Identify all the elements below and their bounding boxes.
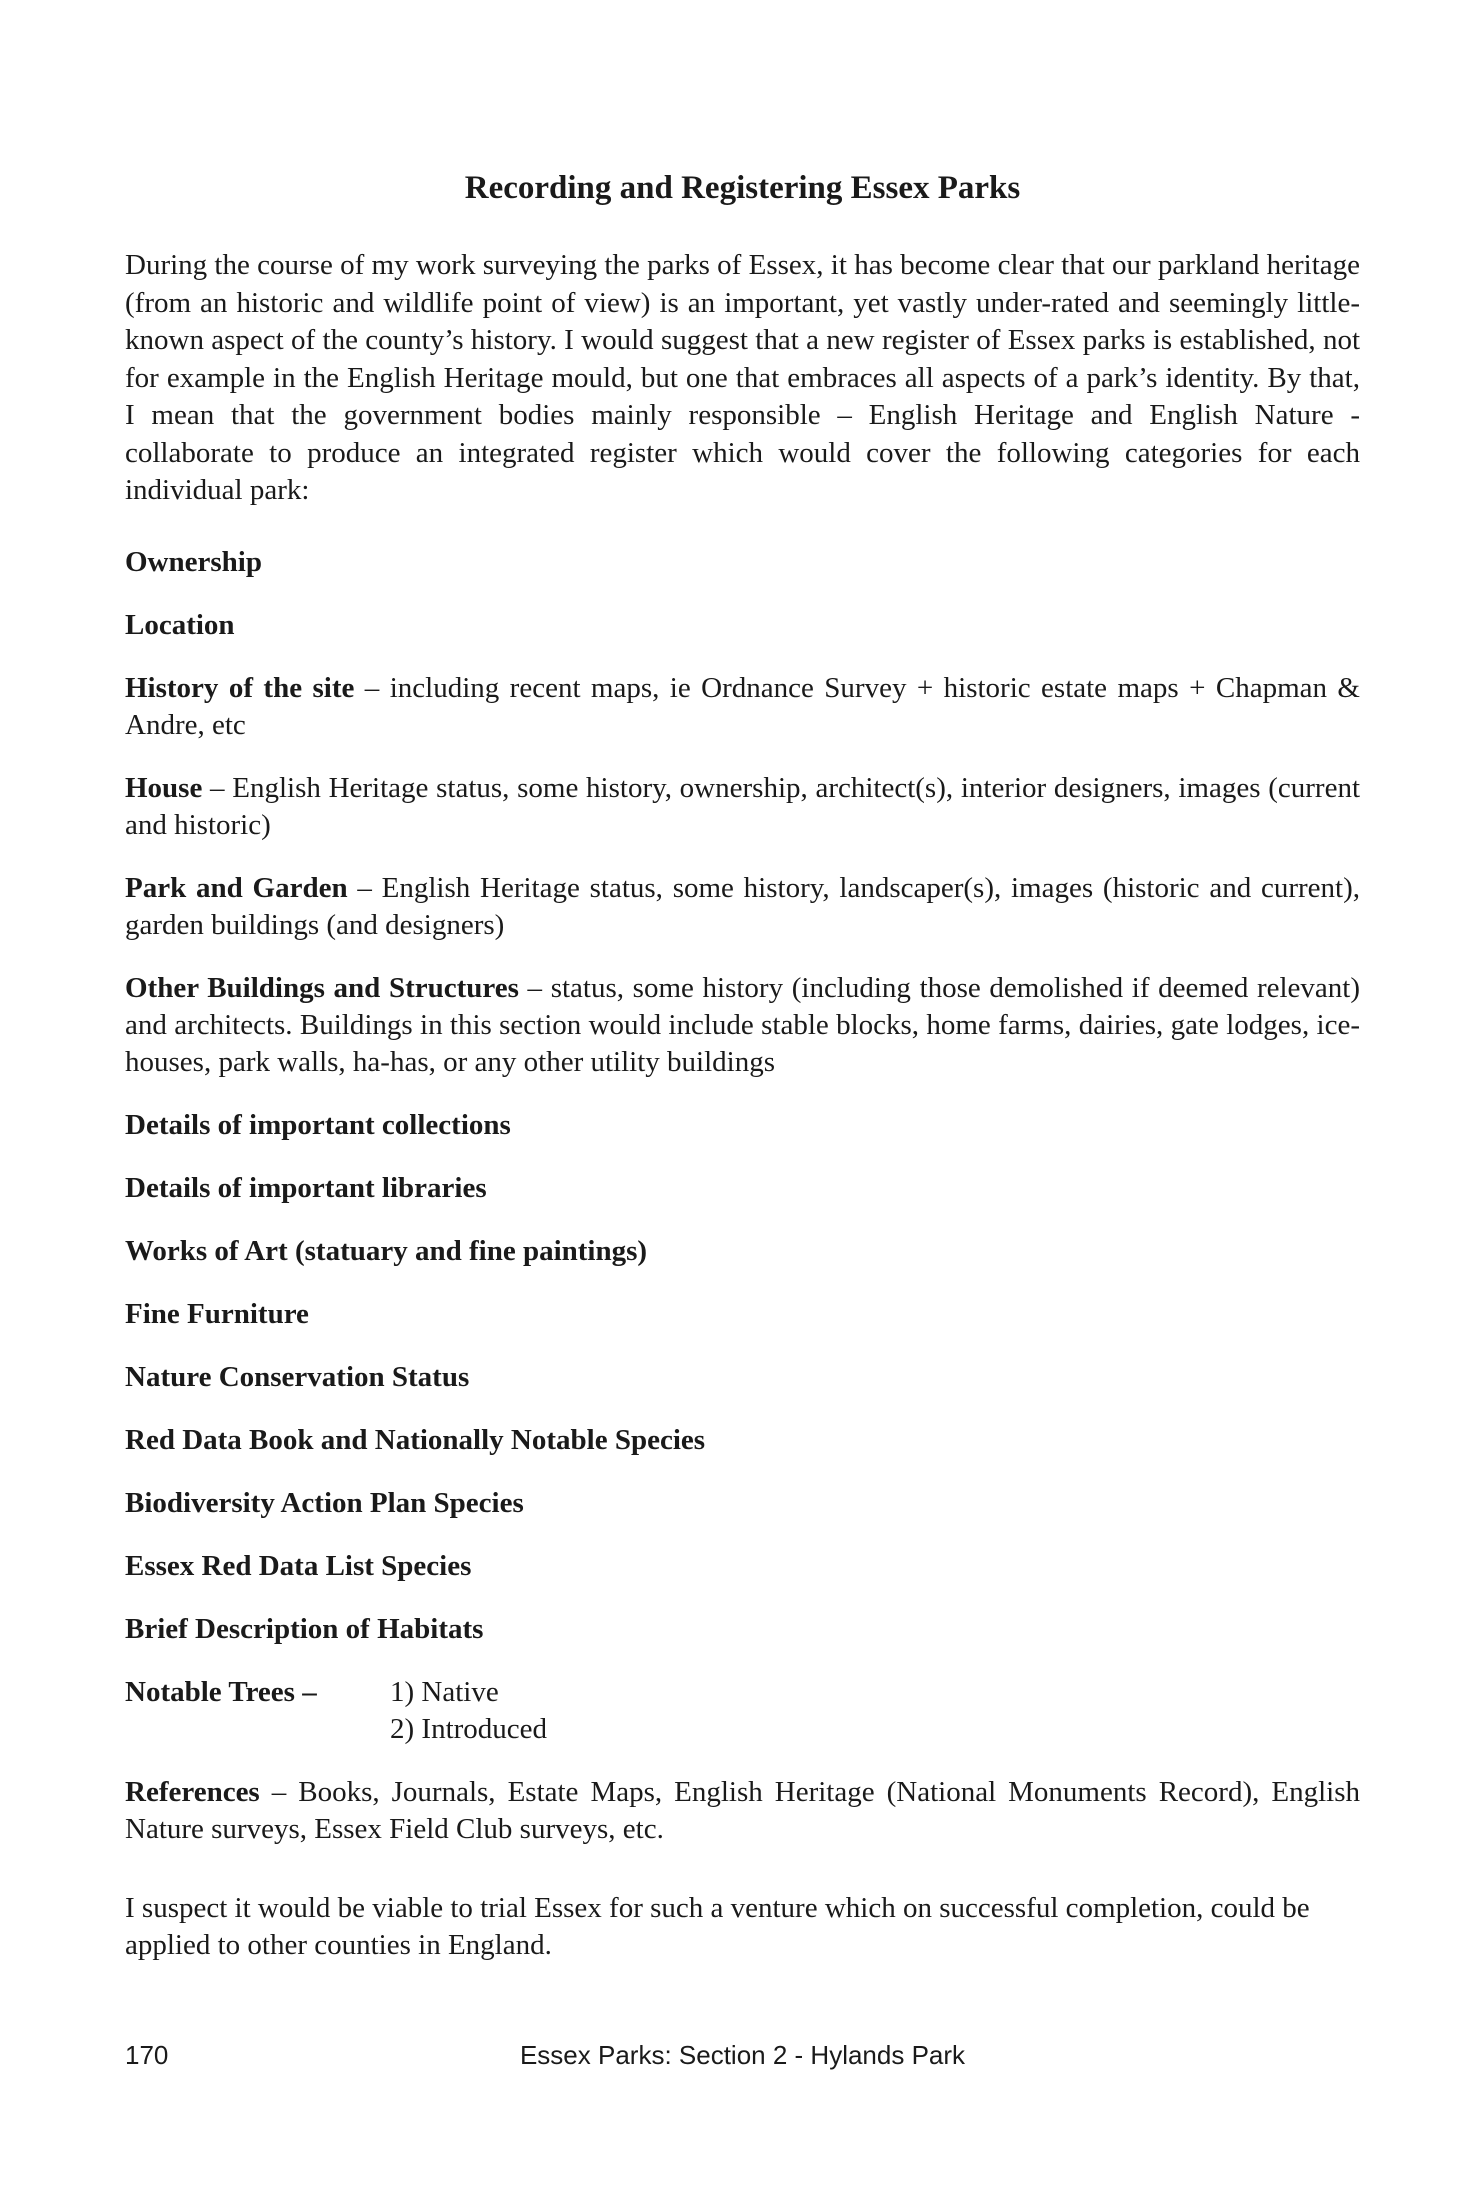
category-label: Location xyxy=(125,608,235,641)
category-label: Biodiversity Action Plan Species xyxy=(125,1486,524,1519)
category-label: Other Buildings and Structures xyxy=(125,971,519,1004)
category-label: Essex Red Data List Species xyxy=(125,1549,472,1582)
references-item xyxy=(125,1774,1360,1848)
category-label: Nature Conservation Status xyxy=(125,1360,470,1393)
category-label: Details of important libraries xyxy=(125,1171,487,1204)
category-label: Red Data Book and Nationally Notable Species xyxy=(125,1423,706,1456)
category-item xyxy=(125,970,1360,1081)
footer-title: Essex Parks: Section 2 - Hylands Park xyxy=(519,2040,966,2070)
page-title: Recording and Registering Essex Parks xyxy=(464,170,1021,206)
category-label: Details of important collections xyxy=(125,1108,511,1141)
category-label: History of the site xyxy=(125,671,355,704)
category-label: Park and Garden xyxy=(125,871,348,904)
category-text: – English Heritage status, some history, landscaper(s), images (historic and current), garden buildings (and designers) xyxy=(125,871,1360,941)
category-label: Works of Art (statuary and fine paintings) xyxy=(125,1234,648,1267)
references-label: References xyxy=(125,1775,260,1808)
category-item xyxy=(125,870,1360,944)
intro-paragraph: During the course of my work surveying the parks of Essex, it has become clear that our parkland heritage (from an historic and wildlife point of view) is an important, yet vastly under-rated and seemingly little-known aspect of the county’s history. I would suggest that a new register of Essex parks is established, not for example in the English Heritage mould, but one that embraces all aspects of a park’s identity. By that, I mean that the government bodies mainly responsible – English Heritage and English Nature - collaborate to produce an integrated register which would cover the following categories for each individual park: xyxy=(125,249,1360,506)
category-label: Brief Description of Habitats xyxy=(125,1612,484,1645)
category-item xyxy=(125,1359,1360,1396)
category-text: – English Heritage status, some history, ownership, architect(s), interior designers, images (current and historic) xyxy=(125,771,1360,841)
category-label: House xyxy=(125,771,203,804)
category-item xyxy=(125,1485,1360,1522)
category-text: – including recent maps, ie Ordnance Survey + historic estate maps + Chapman & Andre, etc xyxy=(125,671,1360,741)
document-body xyxy=(125,170,1360,1964)
category-item xyxy=(125,1548,1360,1585)
category-list xyxy=(125,544,1360,1648)
category-item xyxy=(125,1422,1360,1459)
notable-trees-option: 2) Introduced xyxy=(390,1712,548,1745)
category-item xyxy=(125,607,1360,644)
page-number: 170 xyxy=(125,2040,169,2070)
category-item xyxy=(125,1611,1360,1648)
category-text: – status, some history (including those demolished if deemed relevant) and architects. Buildings in this section would include stable blocks, home farms, dairies, gate lodges, ice-houses, park walls, ha-has, or any other utility buildings xyxy=(125,971,1361,1078)
category-item xyxy=(125,1233,1360,1270)
category-item xyxy=(125,1107,1360,1144)
category-label: Ownership xyxy=(125,545,262,578)
category-item xyxy=(125,544,1360,581)
notable-trees xyxy=(125,1674,1360,1748)
category-item xyxy=(125,670,1360,744)
notable-trees-label: Notable Trees – xyxy=(125,1675,317,1708)
notable-trees-option: 1) Native xyxy=(390,1675,499,1708)
category-item xyxy=(125,770,1360,844)
category-item xyxy=(125,1170,1360,1207)
category-item xyxy=(125,1296,1360,1333)
notable-trees-options xyxy=(390,1674,547,1748)
category-label: Fine Furniture xyxy=(125,1297,309,1330)
references-text: – Books, Journals, Estate Maps, English Heritage (National Monuments Record), English Nature surveys, Essex Field Club surveys, etc. xyxy=(125,1775,1360,1845)
closing-paragraph: I suspect it would be viable to trial Essex for such a venture which on successful completion, could be applied to other counties in England. xyxy=(125,1891,1310,1961)
